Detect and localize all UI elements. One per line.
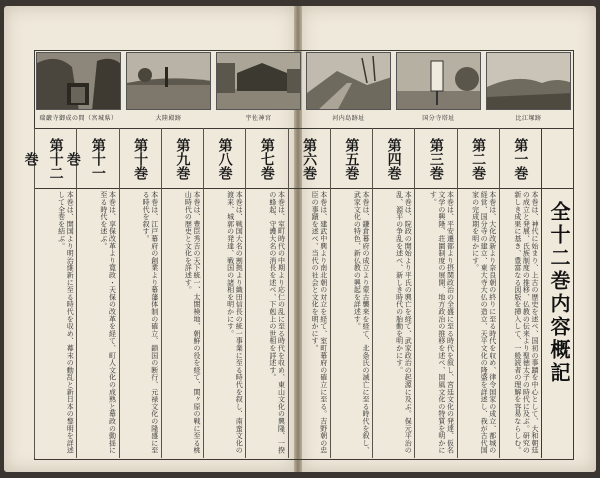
volume-label: 第二巻 <box>470 137 487 180</box>
volume-separator <box>119 128 120 458</box>
photo-caption-4: 河内島跡址 <box>332 115 365 122</box>
volume-description: 本巻は、平安遷都より摂関政治の全盛に至る時代を叙し、宮廷文化の発達、仮名文学の興隆、荘園制度の展開、地方政治の推移を述べ、国風文化の特質を明かにす。 <box>429 191 455 454</box>
volume-separator <box>330 128 331 458</box>
volume-label: 第十二巻 <box>22 137 64 180</box>
volume-separator <box>288 128 289 458</box>
volume-description: 本巻は、豊臣秀吉の天下統一、太閤検地、朝鮮の役を経て、関ヶ原の戦に至る桃山時代の歴史と文化を詳述す。 <box>184 191 201 454</box>
volume-label: 第十一巻 <box>64 137 106 180</box>
volume-label: 第三巻 <box>427 137 444 180</box>
volume-description: 本巻は、鎌倉幕府の成立より蒙古襲来を経て、北条氏の滅亡に至る時代を叙し、武家文化の特色、新仏教の興起を詳述す。 <box>353 191 370 454</box>
volume-separator <box>457 128 458 458</box>
volume-separator <box>372 128 373 458</box>
volume-label: 第七巻 <box>258 137 275 180</box>
volume-description: 本巻は、建武中興より南北朝の対立を経て、室町幕府の確立に至る。吉野朝の忠臣の事蹟を述べ、当代の社会と文化を明かにす。 <box>311 191 328 454</box>
volume-description: 本巻は、江戸幕府の創業より幕藩体制の確立、鎖国の断行、元禄文化の隆盛に至る時代を叙す。 <box>142 191 159 454</box>
signboard-photo <box>396 52 481 110</box>
cliff-shrine-photo <box>36 52 121 110</box>
volume-description: 本巻は、室町時代の中期より応仁の乱に至る時代を収め、東山文化の興隆、一揆の蜂起、守護大名の消長を述べ、下剋上の世相を詳述す。 <box>268 191 286 454</box>
volume-description: 本巻は、享保改革より寛政・天保の改革を経て、町人文化の成熟と幕政の動揺に至る時代を述ぶ。 <box>99 191 117 454</box>
volume-separator <box>245 128 246 458</box>
photo-divider <box>34 128 574 129</box>
photo-caption-3: 宇佐神宮 <box>245 115 272 122</box>
volume-label: 第五巻 <box>343 137 360 180</box>
heading-divider <box>34 188 574 189</box>
volume-label: 第四巻 <box>385 137 402 180</box>
shrine-garden-photo <box>216 52 301 110</box>
volume-separator <box>34 128 35 458</box>
monument-field-photo <box>126 52 211 110</box>
volume-description: 本巻は、院政の開始より平氏の興亡を経て、武家政治の起源に及ぶ。保元平治の乱、源平の争乱を述べ、新しき時代の胎動を明かにす。 <box>395 191 413 454</box>
photo-caption-5: 国分寺塔址 <box>422 115 455 122</box>
volume-description: 本巻は、神代に始まり、上古の歴史を述べ、国初の事蹟を中心として、大和朝廷の成立と発展、氏族制度の推移、仏教の伝来より聖徳太子の時代に及ぶ。研究の新しき成果に基き、豊富なる図版を挿入して、一般読者の理解を容易ならしむ。 <box>513 191 539 454</box>
volume-separator <box>76 128 77 458</box>
volume-label: 第十巻 <box>132 137 149 180</box>
photo-caption-1: 瑞巌寺御成の間（宮城県） <box>39 115 118 122</box>
volume-description: 本巻は、大化改新より奈良朝の終りに至る時代を収め、律令国家の成立、都城の経営、国分寺の建立、東大寺大仏の造立、天平文化の隆盛を詳述し、我が古代国家の完成期を明かにす。 <box>471 191 497 454</box>
volume-separator <box>414 128 415 458</box>
mound-landscape-photo <box>486 52 571 110</box>
volume-description: 本巻は、開国より明治維新に至る時代を収め、幕末の動乱と新日本の黎明を詳述して全巻を結ぶ。 <box>57 191 75 454</box>
volume-separator <box>203 128 204 458</box>
volume-label: 第六巻 <box>301 137 318 180</box>
volume-separator <box>161 128 162 458</box>
photo-row <box>34 52 574 126</box>
photo-caption-2: 大陸殿跡 <box>155 115 182 122</box>
volume-label: 第八巻 <box>216 137 233 180</box>
document-title: 全十二巻内容概記 <box>541 128 575 458</box>
volume-description: 本巻は、戦国大名の割拠より織田信長の統一事業に至る時代を叙し、南蛮文化の渡来、城郭の発達、戦国の諸相を明かにす。 <box>226 191 244 454</box>
volume-separator <box>499 128 500 458</box>
photo-caption-6: 比江塚跡 <box>515 115 542 122</box>
hill-path-photo <box>306 52 391 110</box>
volume-label: 第一巻 <box>512 137 529 180</box>
volume-label: 第九巻 <box>174 137 191 180</box>
